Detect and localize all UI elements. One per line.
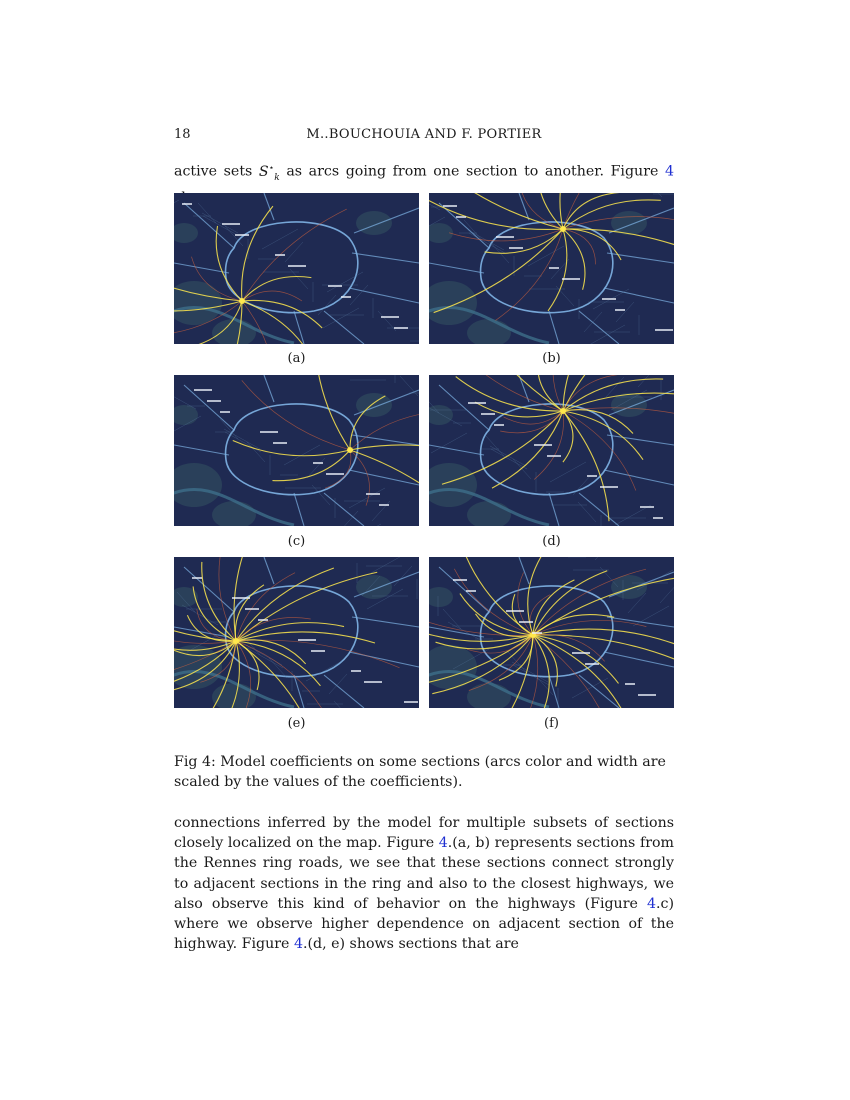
subfigure-f-map — [429, 557, 674, 708]
map-svg — [174, 193, 419, 344]
figure-caption: Fig 4: Model coefficients on some sections (arcs color and width are scaled by the values of the coefficients). — [174, 754, 666, 791]
intro-text-before: active sets — [174, 163, 259, 180]
subfigure-b-map — [429, 193, 674, 344]
map-svg — [429, 557, 674, 708]
subfigure-e-map — [174, 557, 419, 708]
subfigure-d-map — [429, 375, 674, 526]
subfigure-c-label: (c) — [287, 534, 306, 549]
map-svg — [174, 375, 419, 526]
figure-reference-link[interactable]: 4 — [293, 936, 303, 953]
subfigure-b-label: (b) — [542, 351, 561, 366]
running-head: M..BOUCHOUIA AND F. PORTIER — [306, 127, 542, 142]
subfigure-c-map — [174, 375, 419, 526]
body-paragraph: connections inferred by the model for multiple subsets of sections closely localized on the map. Figure 4.(a, b) represents sections from the Rennes ring roads, we see that these sections connect strongly to adjacent sections in the ring and also to the closest highways, we also observe this kind of behavior on the highways (Figure 4.c) where we observe higher dependence on adjacent section of the highway. Figure 4.(d, e) shows sections that are — [174, 815, 674, 953]
math-active-set: $S^⋆_k$ — [258, 163, 280, 183]
page-header — [174, 127, 674, 143]
intro-text-mid: as arcs going from one section to another. Figure — [279, 163, 665, 180]
figure-reference-link[interactable]: 4 — [646, 895, 656, 912]
subfigure-a-label: (a) — [287, 351, 306, 366]
subfigure-a-map — [174, 193, 419, 344]
map-svg — [174, 557, 419, 708]
subfigure-d-label: (d) — [542, 534, 561, 549]
subfigure-f-label: (f) — [544, 716, 559, 731]
subfigure-e-label: (e) — [287, 716, 306, 731]
map-svg — [429, 375, 674, 526]
figure-reference-link[interactable]: 4 — [664, 163, 674, 180]
figure-reference-link[interactable]: 4 — [438, 835, 448, 852]
page-number: 18 — [174, 127, 191, 142]
map-svg — [429, 193, 674, 344]
